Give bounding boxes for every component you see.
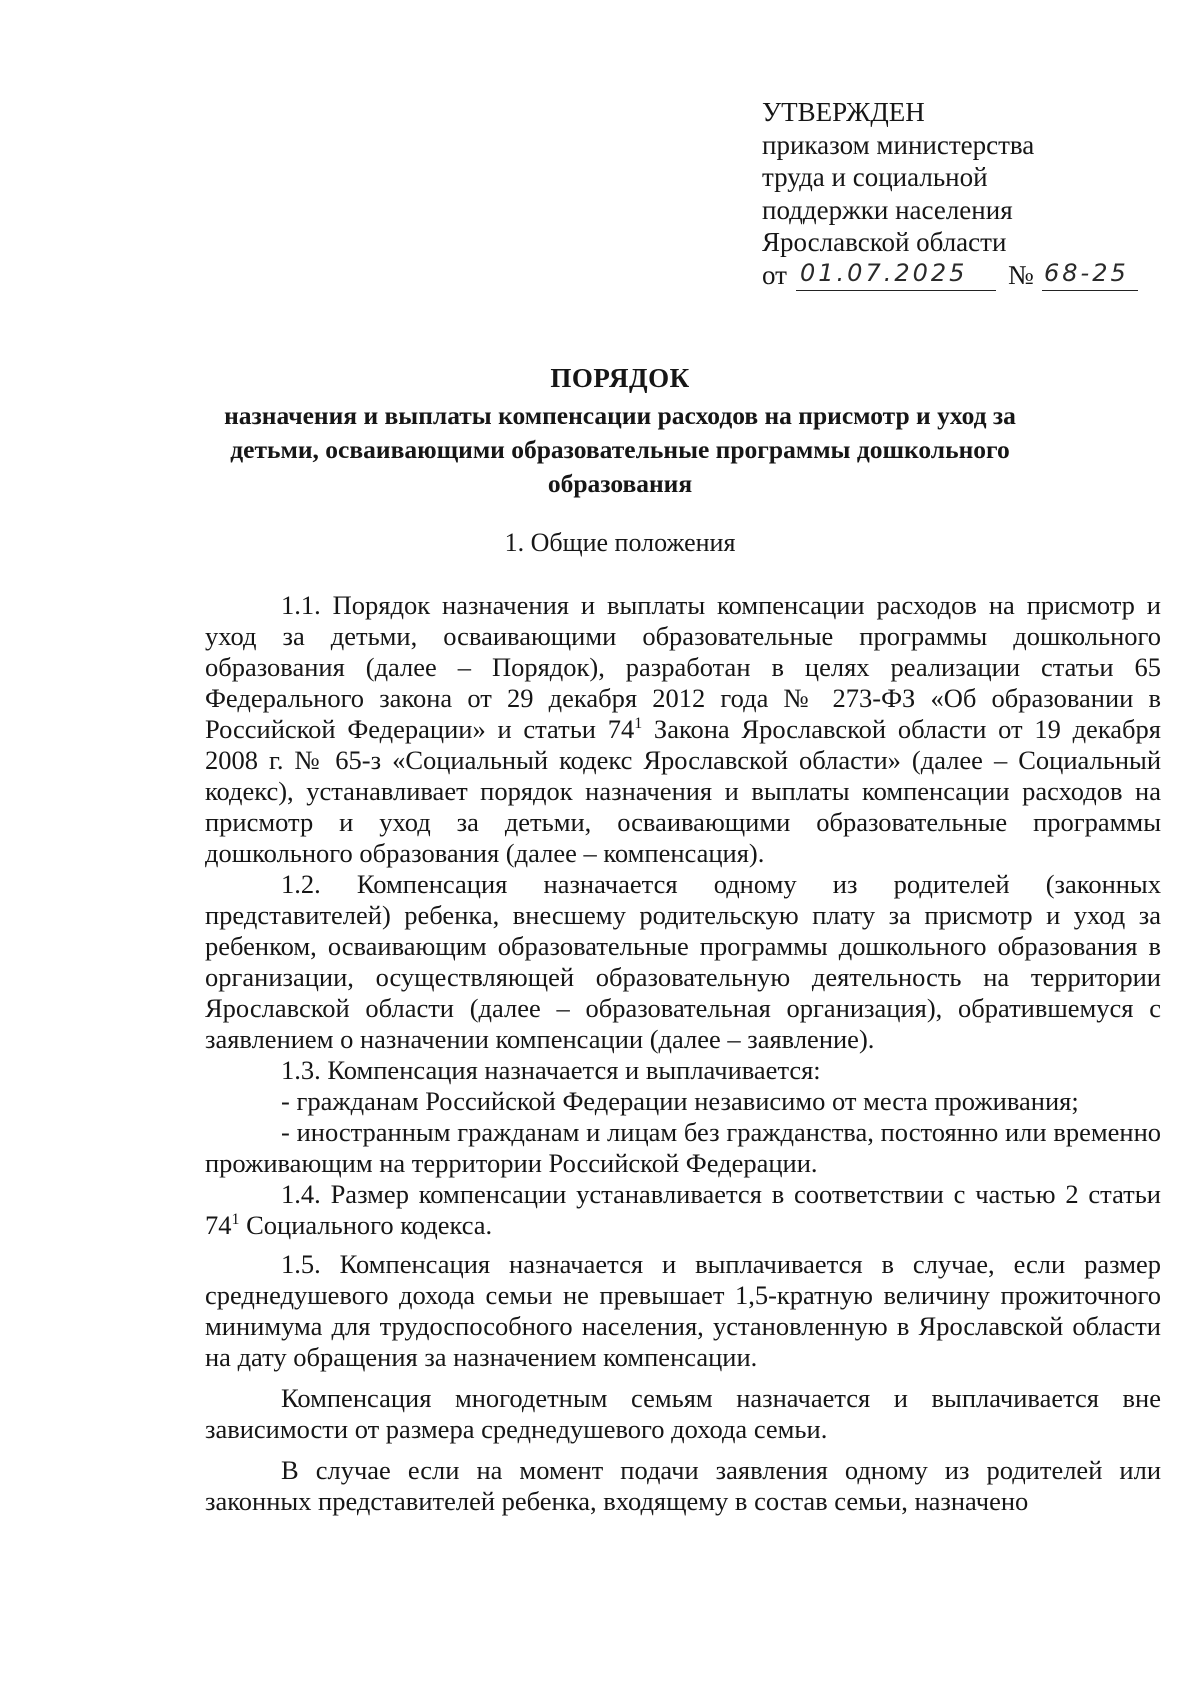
- number-underline: [1042, 290, 1138, 291]
- approval-line-4: Ярославской области: [762, 227, 1007, 257]
- paragraph-1-4-text: 1.4. Размер компенсации устанавливается в соответствии с частью 2 статьи 74: [205, 1179, 1161, 1240]
- document-title: ПОРЯДОК: [550, 363, 690, 393]
- approval-line-3: поддержки населения: [762, 194, 1013, 225]
- paragraph-1-1-text: 1.1. Порядок назначения и выплаты компенсации расходов на присмотр и уход за детьми, осваивающими образовательные программы дошкольного образования (далее – Порядок), разработан в целях реализации статьи 65 Федерального закона от 29 декабря 2012 года № 273-ФЗ «Об образовании в Российской Федерации» и статьи 74: [205, 590, 1161, 744]
- document-title-block: [200, 361, 1040, 501]
- handwritten-date: 01.07.2025: [800, 258, 968, 287]
- paragraph-1-1: [205, 590, 1161, 869]
- section-heading: 1. Общие положения: [504, 528, 736, 557]
- approval-date-number-line: [762, 258, 1129, 292]
- document-subtitle: назначения и выплаты компенсации расходов на присмотр и уход за детьми, осваивающими образовательные программы дошкольного образования: [224, 401, 1016, 498]
- approval-heading: УТВЕРЖДЕН: [762, 97, 925, 127]
- approval-from-label: от: [762, 259, 787, 290]
- paragraph-1-4: [205, 1179, 1161, 1241]
- paragraph-1-5-c: В случае если на момент подачи заявления одному из родителей или законных представителей ребенка, входящему в состав семьи, назначено: [205, 1455, 1161, 1516]
- number-sign: №: [1008, 259, 1034, 290]
- paragraph-1-5-b: Компенсация многодетным семьям назначается и выплачивается вне зависимости от размера среднедушевого дохода семьи.: [205, 1383, 1161, 1444]
- approval-block: [762, 96, 1129, 291]
- paragraph-1-3-b: - иностранным гражданам и лицам без гражданства, постоянно или временно проживающим на территории Российской Федерации.: [205, 1117, 1161, 1178]
- paragraph-1-3-a: - гражданам Российской Федерации независимо от места проживания;: [281, 1086, 1079, 1116]
- superscript: 1: [231, 1211, 240, 1229]
- paragraph-1-3: 1.3. Компенсация назначается и выплачивается:: [281, 1055, 821, 1085]
- paragraph-1-4-tail: Социального кодекса.: [239, 1210, 493, 1240]
- document-body: [205, 590, 1161, 1517]
- handwritten-number: 68-25: [1044, 258, 1129, 287]
- approval-line-1: приказом министерства: [762, 129, 1035, 160]
- paragraph-1-2: 1.2. Компенсация назначается одному из родителей (законных представителей) ребенка, внесшему родительскую плату за присмотр и уход за ребенком, осваивающим образовательные программы дошкольного образования в организации, осуществляющей образовательную деятельность на территории Ярославской области (далее – образовательная организация), обратившемуся с заявлением о назначении компенсации (далее – заявление).: [205, 869, 1161, 1054]
- paragraph-1-1-tail: Закона Ярославской области от 19 декабря 2008 г. № 65-з «Социальный кодекс Ярославской области» (далее – Социальный кодекс), устанавливает порядок назначения и выплаты компенсации расходов на присмотр и уход за детьми, осваивающими образовательные программы дошкольного образования (далее – компенсация).: [205, 714, 1161, 868]
- date-underline: [796, 290, 996, 291]
- paragraph-1-5: 1.5. Компенсация назначается и выплачивается в случае, если размер среднедушевого дохода семьи не превышает 1,5-кратную величину прожиточного минимума для трудоспособного населения, установленную в Ярославской области на дату обращения за назначением компенсации.: [205, 1249, 1161, 1372]
- superscript: 1: [634, 715, 643, 733]
- approval-line-2: труда и социальной: [762, 162, 988, 192]
